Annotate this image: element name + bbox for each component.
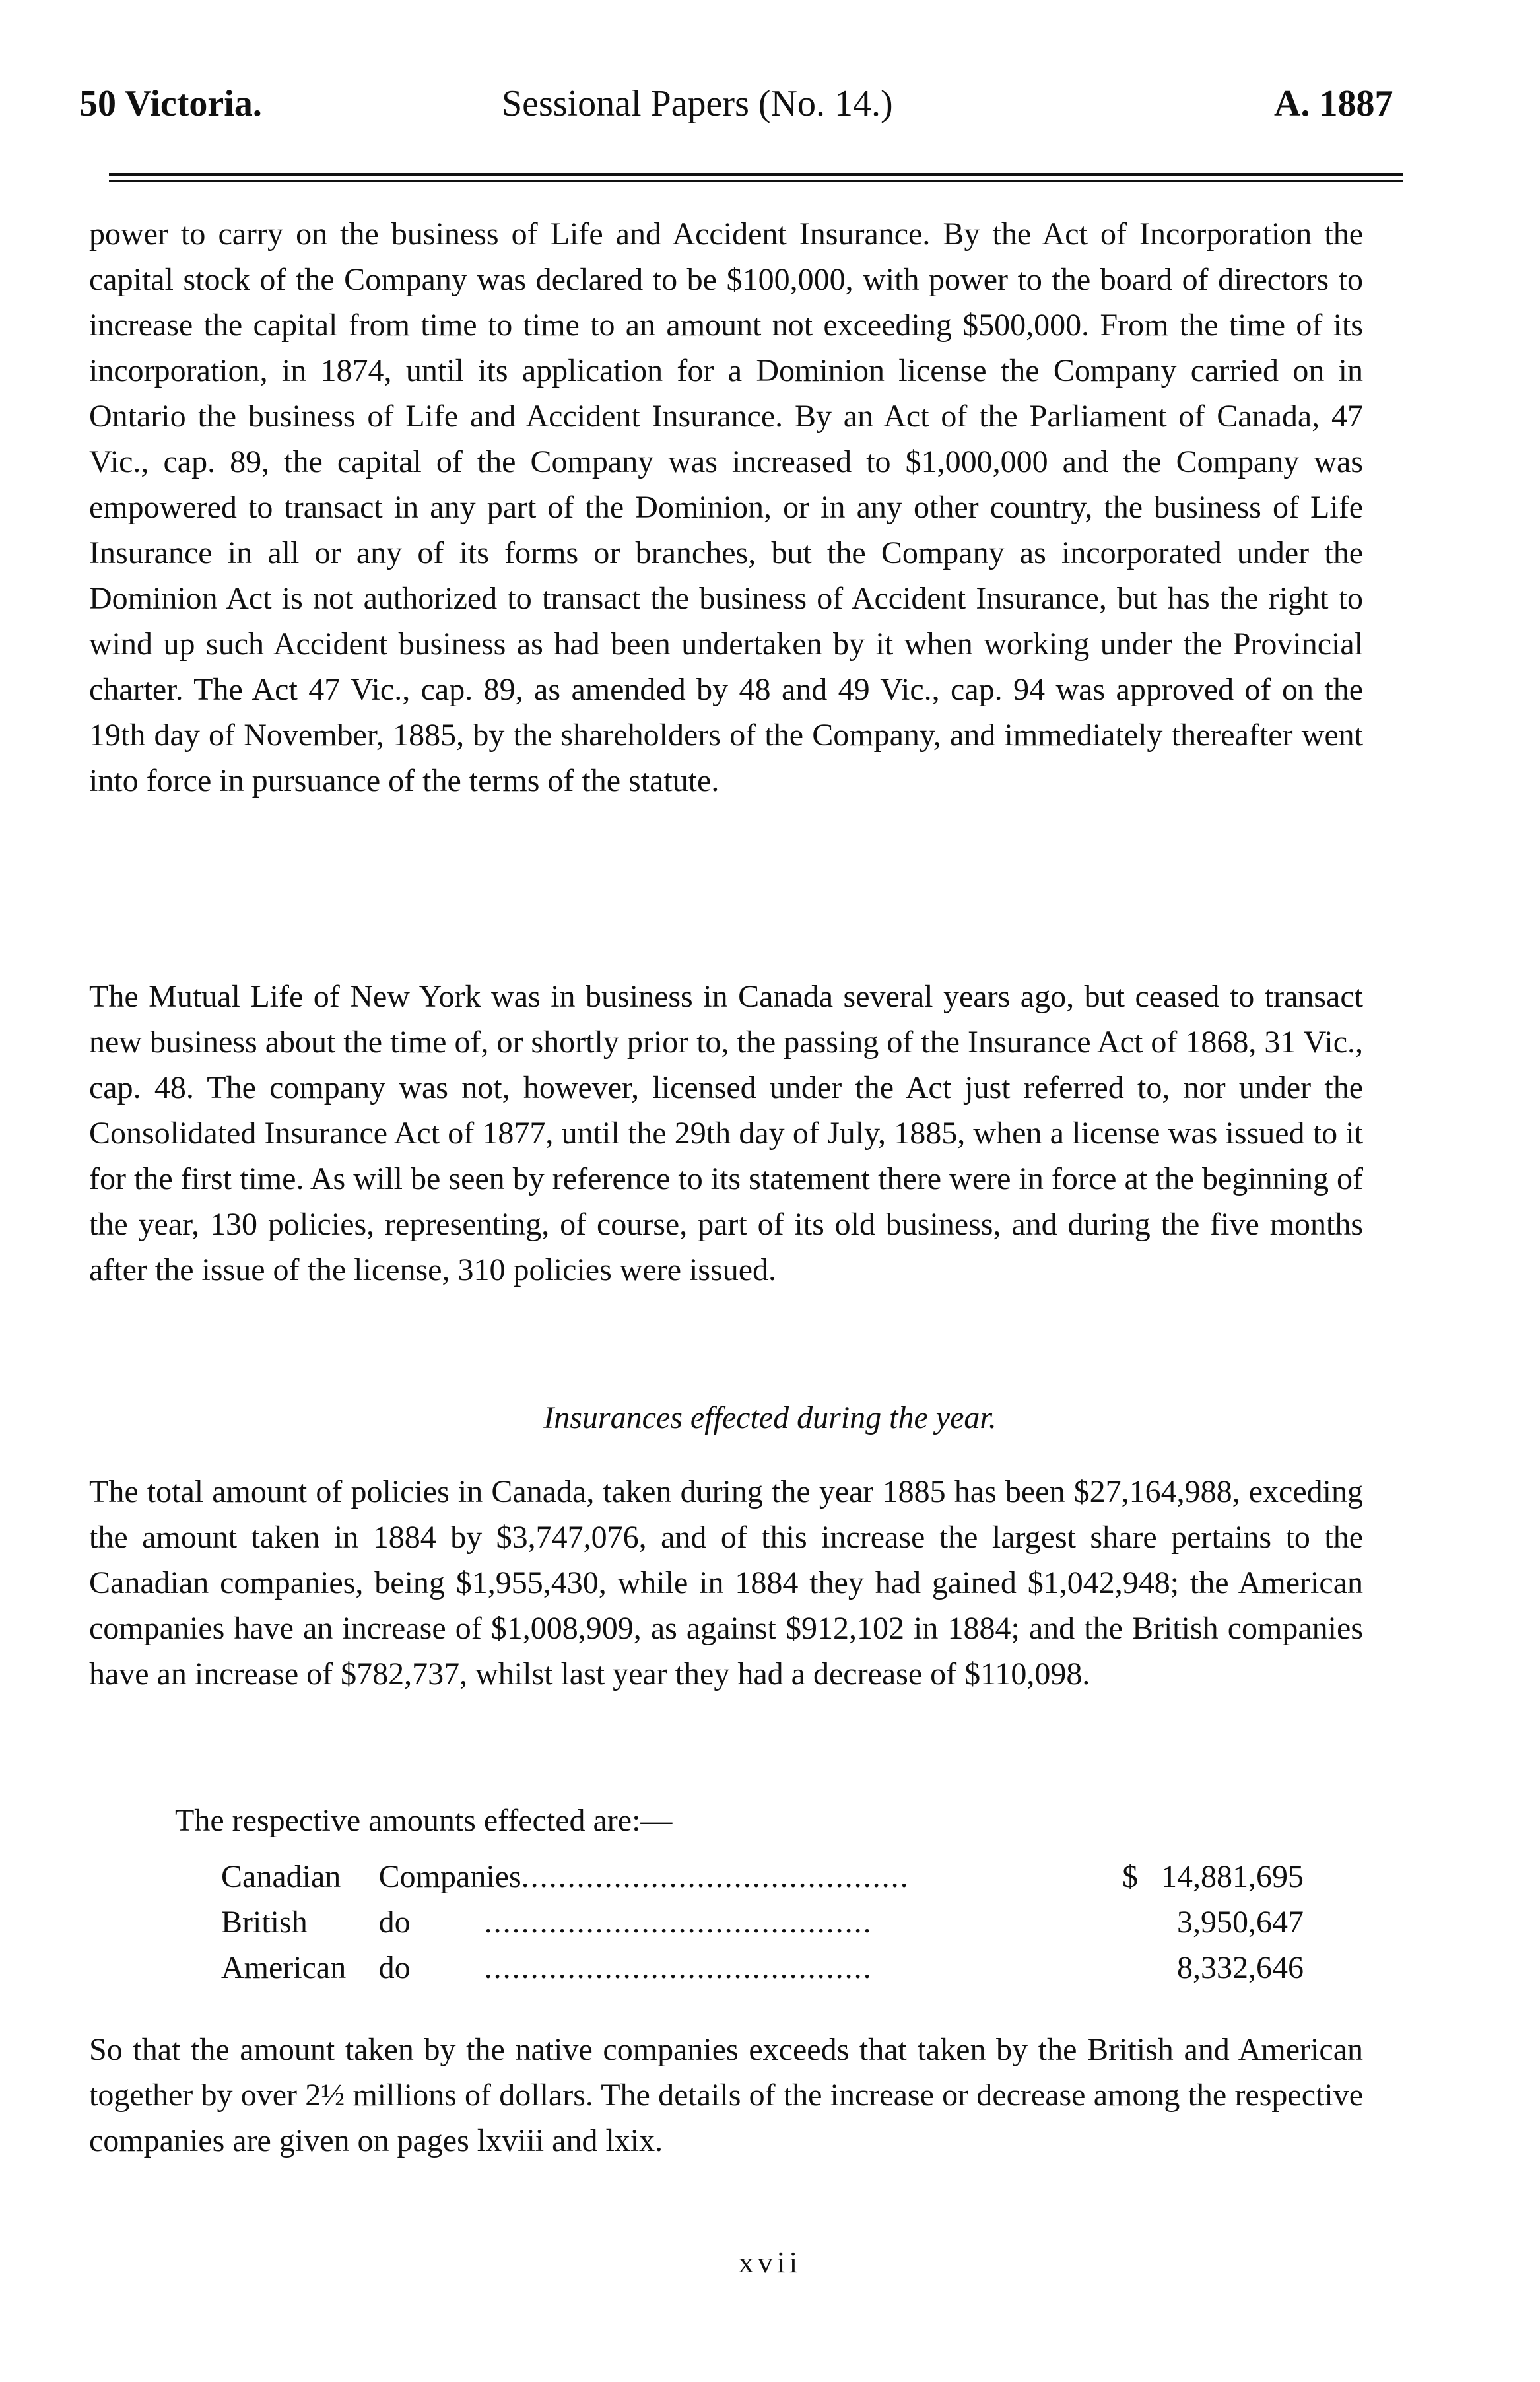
row-dollar-sign: $ — [1122, 1859, 1138, 1894]
dot-leader: .......................................... — [521, 1859, 910, 1894]
section-heading: Insurances effected during the year. — [543, 1400, 997, 1435]
paragraph-mutual-life: The Mutual Life of New York was in business in Canada several years ago, but ceased to transact new business about the time of, or shortly prior to, the passing of the Insurance Act of 1868, 31 Vic., cap. 48. The company was not, however, licensed under the Act just referred to, nor under the Consolidated Insurance Act of 1877, until the 29th day of July, 1885, when a license was issued to it for the first time. As will be seen by reference to its statement there were in force at the beginning of the year, 130 policies, representing, of course, part of its old business, and during the five months after the issue of the license, 310 policies were issued. — [89, 979, 1363, 1287]
row-amount: 8,332,646 — [1177, 1950, 1304, 1985]
header-rule-thin — [109, 180, 1403, 182]
row-leader — [379, 1950, 1122, 1995]
row-name: Canadian — [221, 1859, 341, 1894]
header-rule-thick — [109, 173, 1403, 176]
row-do: do — [378, 1950, 411, 1985]
dot-leader: .......................................... — [484, 1905, 873, 1940]
page-number: xvii — [738, 2245, 802, 2279]
table-row — [221, 1904, 1304, 1950]
row-name: British — [221, 1905, 308, 1940]
paragraph-summary: So that the amount taken by the native companies exceeds that taken by the British and American together by over 2½ millions of dollars. The details of the increase or decrease among the respective companies are given on pages lxviii and lxix. — [89, 2032, 1363, 2158]
row-amount: 3,950,647 — [1177, 1905, 1304, 1940]
row-leader — [379, 1904, 1122, 1950]
row-leader — [379, 1858, 1122, 1904]
row-dollar-sign — [1122, 1950, 1161, 1995]
row-amount: 14,881,695 — [1161, 1859, 1304, 1894]
amounts-intro: The respective amounts effected are:— — [175, 1803, 673, 1838]
paragraph-total-amount: The total amount of policies in Canada, taken during the year 1885 has been $27,164,988, exceding the amount taken in 1884 by $3,747,076, and of this increase the largest share pertains to the Canadian companies, being $1,955,430, while in 1884 they had gained $1,042,948; the American companies have an increase of $1,008,909, as against $912,102 in 1884; and the British companies have an increase of $782,737, whilst last year they had a decrease of $110,098. — [89, 1474, 1363, 1691]
row-dollar-sign — [1122, 1904, 1161, 1950]
header-title: Sessional Papers (No. 14.) — [502, 83, 893, 124]
table-row — [221, 1950, 1304, 1995]
running-header — [79, 83, 1399, 135]
paragraph-incorporation: power to carry on the business of Life and Accident Insurance. By the Act of Incorporation the capital stock of the Company was declared to be $100,000, with power to the board of directors to increase the capital from time to time to an amount not exceeding $500,000. From the time of its incorporation, in 1874, until its application for a Dominion license the Company carried on in Ontario the business of Life and Accident Insurance. By an Act of the Parliament of Canada, 47 Vic., cap. 89, the capital of the Company was increased to $1,000,000 and the Company was empowered to transact in any part of the Dominion, or in any other country, the business of Life Insurance in all or any of its forms or branches, but the Company as incorporated under the Dominion Act is not authorized to transact the business of Accident Insurance, but has the right to wind up such Accident business as had been undertaken by it when working under the Provincial charter. The Act 47 Vic., cap. 89, as amended by 48 and 49 Vic., cap. 94 was approved of on the 19th day of November, 1885, by the shareholders of the Company, and immediately thereafter went into force in pursuance of the terms of the statute. — [89, 217, 1363, 798]
dot-leader: .......................................... — [484, 1950, 873, 1985]
row-do: Companies — [378, 1859, 521, 1894]
row-name: American — [221, 1950, 347, 1985]
row-do: do — [378, 1905, 411, 1940]
table-row — [221, 1858, 1304, 1904]
header-year: A. 1887 — [1274, 83, 1393, 124]
amounts-table — [221, 1858, 1304, 1995]
header-volume: 50 Victoria. — [79, 83, 262, 124]
